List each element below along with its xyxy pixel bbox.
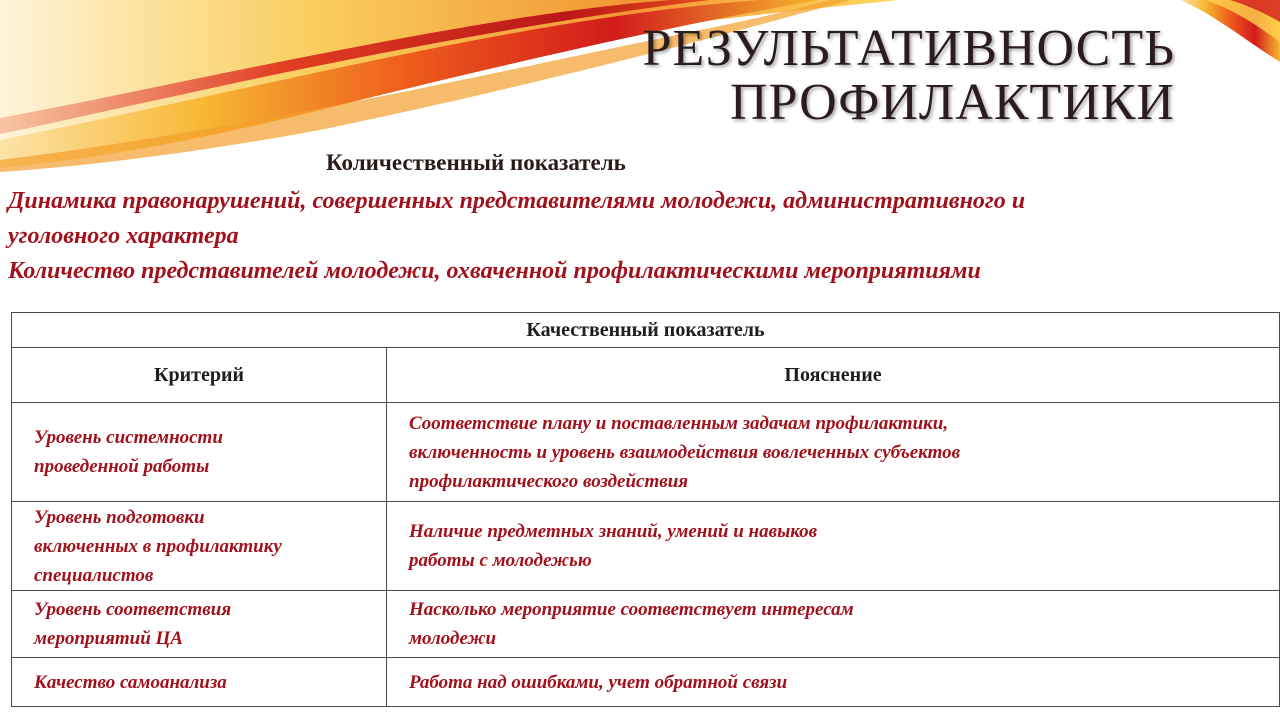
quantitative-heading: Количественный показатель (326, 150, 626, 175)
table-row (12, 502, 1280, 591)
explanation-text: Насколько мероприятие соответствует интересам (409, 599, 854, 620)
criterion-text: включенных в профилактику (34, 535, 282, 557)
criterion-text: проведенной работы (34, 456, 210, 477)
criterion-text: Уровень подготовки (34, 506, 205, 528)
explanation-text: Работа над ошибками, учет обратной связи (409, 671, 788, 693)
criterion-text: специалистов (34, 564, 154, 586)
slide-title (643, 22, 1175, 130)
qualitative-table (11, 312, 1280, 707)
table-row (12, 591, 1280, 658)
quantitative-indicators (8, 184, 1270, 289)
criterion-cell (12, 403, 387, 502)
indicator-coverage: Количество представителей молодежи, охваченной профилактическими мероприятиями (8, 258, 981, 284)
qualitative-heading: Качественный показатель (12, 313, 1280, 348)
explanation-cell (387, 591, 1280, 658)
column-header-explanation: Пояснение (387, 348, 1280, 403)
table-row (12, 658, 1280, 707)
criterion-text: Качество самоанализа (34, 671, 227, 693)
explanation-cell (387, 658, 1280, 707)
explanation-text: профилактического воздействия (409, 470, 689, 492)
explanation-text: Соответствие плану и поставленным задачам профилактики, (409, 412, 949, 434)
indicator-offenses-line2: уголовного характера (8, 223, 239, 249)
explanation-text: молодежи (409, 628, 497, 649)
explanation-cell (387, 403, 1280, 502)
explanation-text: работы с молодежью (409, 550, 592, 571)
criterion-cell (12, 658, 387, 707)
explanation-cell (387, 502, 1280, 591)
slide-title-line2: ПРОФИЛАКТИКИ (730, 74, 1175, 131)
criterion-text: Уровень соответствия (34, 599, 232, 620)
explanation-text: включенность и уровень взаимодействия вовлеченных субъектов (409, 441, 961, 463)
column-header-criterion: Критерий (12, 348, 387, 403)
slide-title-line1: РЕЗУЛЬТАТИВНОСТЬ (642, 20, 1175, 77)
indicator-offenses-line1: Динамика правонарушений, совершенных представителями молодежи, административного и (8, 188, 1026, 214)
criterion-text: мероприятий ЦА (34, 628, 183, 649)
explanation-text: Наличие предметных знаний, умений и навыков (409, 521, 818, 542)
table-row (12, 403, 1280, 502)
criterion-cell (12, 502, 387, 591)
criterion-text: Уровень системности (34, 427, 223, 448)
criterion-cell (12, 591, 387, 658)
